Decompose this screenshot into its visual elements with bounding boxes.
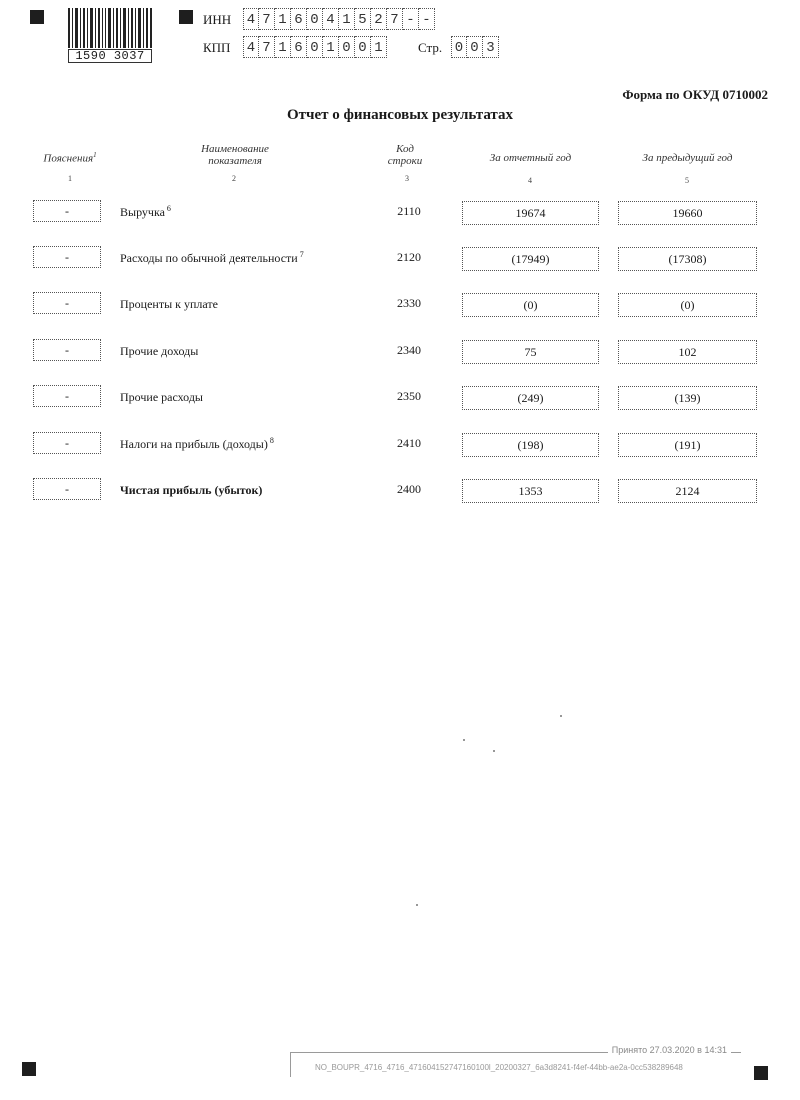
previous-year-value: 19660 [618,201,757,225]
row-label-text: Прочие доходы [120,344,199,358]
previous-year-value: (191) [618,433,757,457]
kpp-digit-cell: 0 [339,36,355,58]
row-label-footnote: 7 [299,250,304,259]
row-label [120,296,220,312]
inn-digit-cell: 5 [355,8,371,30]
submission-file-id: NO_BOUPR_4716_4716_471604152747160100l_20200327_6a3d8241-f4ef-44bb-ae2a-0cc538289648 [315,1063,683,1072]
row-label [120,436,274,452]
inn-digit-cell: 4 [243,8,259,30]
current-year-value: (17949) [462,247,599,271]
row-label [120,343,200,359]
scan-speck [463,739,465,741]
kpp-digit-cell: 7 [259,36,275,58]
row-code: 2340 [397,343,421,357]
registration-marker-top-center [179,10,193,24]
form-code: Форма по ОКУД 0710002 [622,87,768,102]
inn-digit-cell: 4 [323,8,339,30]
inn-digit-cell: 2 [371,8,387,30]
row-code: 2410 [397,436,421,450]
column-header-previous-year: За предыдущий год [642,152,733,164]
notes-cell: - [33,339,101,361]
inn-digit-cell: 7 [387,8,403,30]
kpp-digit-cell: 0 [307,36,323,58]
row-label-text: Проценты к уплате [120,297,218,311]
scan-speck [493,750,495,752]
inn-label: ИНН [203,12,232,27]
row-label-footnote: 6 [166,204,171,213]
kpp-label: КПП [203,40,231,55]
acceptance-stamp [290,1045,741,1077]
notes-cell: - [33,385,101,407]
registration-marker-top-left [30,10,44,24]
table-row-expenses [0,246,800,276]
current-year-value: 75 [462,340,599,364]
row-label [120,204,171,220]
row-label-text: Выручка [120,205,165,219]
inn-digit-cell: 7 [259,8,275,30]
inn-digit-cell: 1 [275,8,291,30]
acceptance-date: Принято 27.03.2020 в 14:31 [608,1045,731,1055]
column-header-notes-text: Пояснения [43,152,94,165]
previous-year-value: (17308) [618,247,757,271]
table-row-net-profit [0,478,800,508]
row-label [120,482,264,498]
current-year-value: 1353 [462,479,599,503]
barcode-bars [68,8,152,48]
scan-speck [416,904,418,906]
inn-digit-cell: 0 [307,8,323,30]
previous-year-value: (0) [618,293,757,317]
registration-marker-bottom-right [754,1066,768,1080]
row-label-footnote: 8 [269,436,274,445]
column-header-current-year: За отчетный год [489,152,572,164]
inn-digit-cell: - [403,8,419,30]
scan-speck [560,715,562,717]
kpp-digit-cell: 4 [243,36,259,58]
current-year-value: 19674 [462,201,599,225]
current-year-value: (249) [462,386,599,410]
column-header-notes [30,149,110,165]
column-number-4: 4 [528,176,532,185]
row-code: 2330 [397,296,421,310]
row-code: 2110 [397,204,421,218]
notes-cell: - [33,292,101,314]
column-header-code: Код строки [387,143,423,167]
notes-cell: - [33,432,101,454]
column-number-5: 5 [685,176,689,185]
page-digit-cell: 0 [467,36,483,58]
current-year-value: (0) [462,293,599,317]
page-label: Стр. [418,40,443,55]
row-code: 2400 [397,482,421,496]
notes-cell: - [33,478,101,500]
row-code: 2350 [397,389,421,403]
barcode [68,8,152,62]
row-label [120,250,304,266]
page-digit-cell: 0 [451,36,467,58]
page-digit-cell: 3 [483,36,499,58]
row-label [120,389,205,405]
kpp-cells [243,36,387,58]
table-row-other-income [0,339,800,369]
previous-year-value: 2124 [618,479,757,503]
row-label-text: Расходы по обычной деятельности [120,251,298,265]
previous-year-value: (139) [618,386,757,410]
page-number-cells [451,36,499,58]
notes-cell: - [33,200,101,222]
inn-digit-cell: 6 [291,8,307,30]
previous-year-value: 102 [618,340,757,364]
column-number-2: 2 [232,174,236,183]
column-number-3: 3 [405,174,409,183]
registration-marker-bottom-left [22,1062,36,1076]
inn-digit-cell: - [419,8,435,30]
current-year-value: (198) [462,433,599,457]
barcode-number: 1590 3037 [68,49,152,63]
kpp-digit-cell: 6 [291,36,307,58]
inn-cells [243,8,435,30]
kpp-digit-cell: 1 [371,36,387,58]
inn-digit-cell: 1 [339,8,355,30]
column-header-indicator: Наименование показателя [201,143,269,167]
column-number-1: 1 [68,174,72,183]
table-row-interest [0,292,800,322]
column-header-notes-sup: 1 [93,151,97,159]
table-row-other-expenses [0,385,800,415]
row-label-text: Чистая прибыль (убыток) [120,483,263,497]
kpp-digit-cell: 1 [275,36,291,58]
row-label-text: Прочие расходы [120,390,203,404]
row-code: 2120 [397,250,421,264]
table-row-income-tax [0,432,800,462]
table-row-revenue [0,200,800,230]
page-title: Отчет о финансовых результатах [286,107,513,123]
kpp-digit-cell: 0 [355,36,371,58]
kpp-digit-cell: 1 [323,36,339,58]
row-label-text: Налоги на прибыль (доходы) [120,437,268,451]
notes-cell: - [33,246,101,268]
